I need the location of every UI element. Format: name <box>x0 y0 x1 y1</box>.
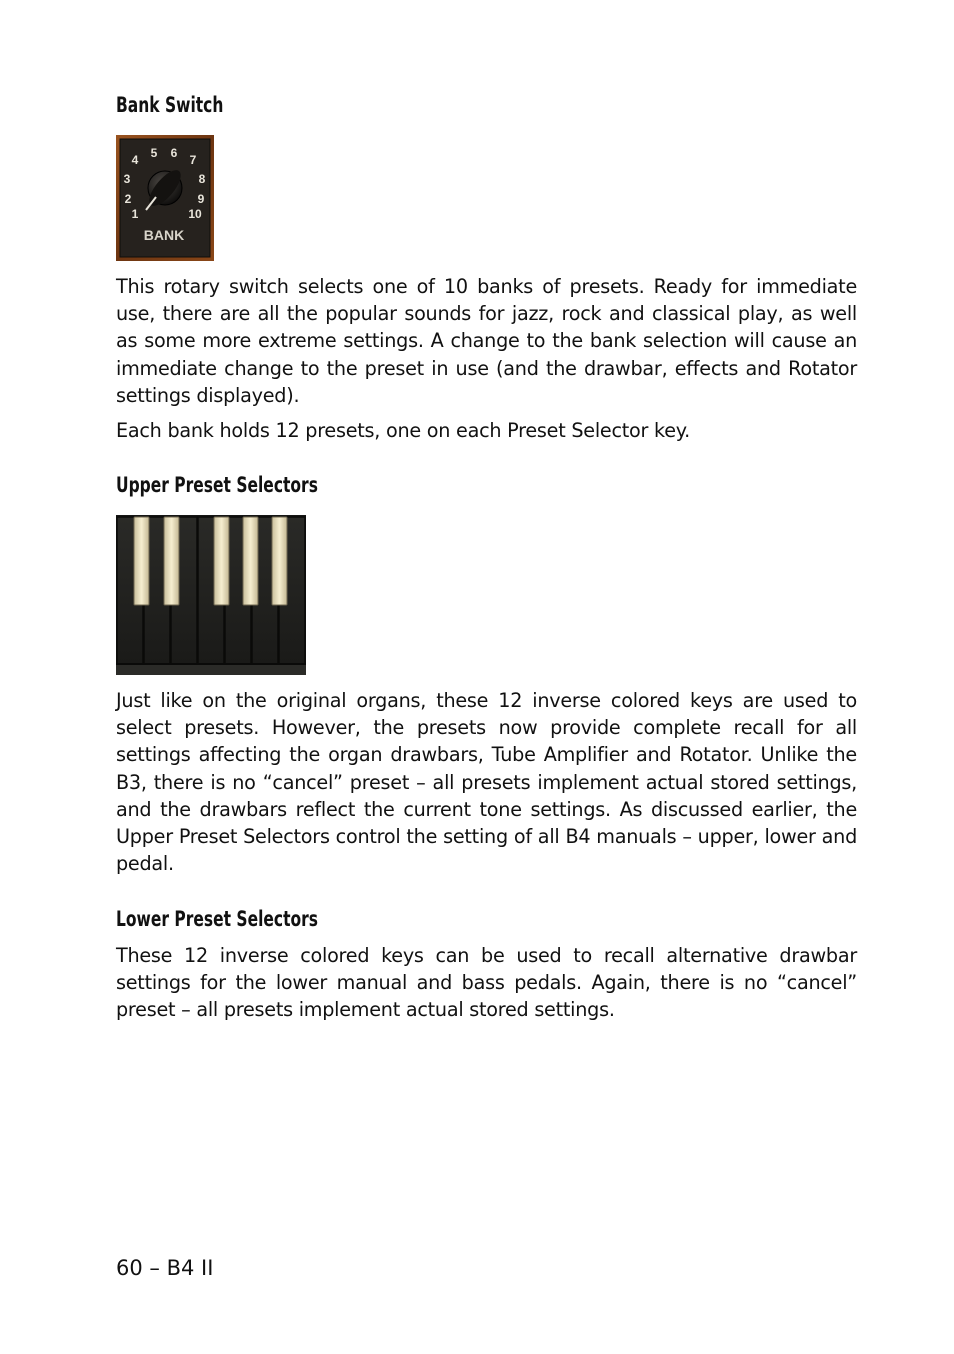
lower-preset-selectors-paragraph: These 12 inverse colored keys can be used to recall alternative drawbar settings for the lower manual and bass pedals. Again, there is no “cancel” preset – all presets implement actual stored settings. <box>116 944 857 1022</box>
bank-switch-paragraph: This rotary switch selects one of 10 banks of presets. Ready for immediate use, there are all the popular sounds for jazz, rock and classical play, as well as some more extreme settings. A change to the bank selection will cause an immediate change to the preset in use (and the drawbar, effects and Rotator settings displayed). <box>116 275 857 407</box>
section-heading-bank-switch: Bank Switch <box>116 93 224 117</box>
bank-position-label: 3 <box>123 172 131 186</box>
bank-position-label: 1 <box>131 207 139 221</box>
bank-switch-image <box>116 135 214 261</box>
bank-position-label: 10 <box>188 207 202 221</box>
bank-position-label: 5 <box>150 146 158 160</box>
section-heading-upper-preset-selectors: Upper Preset Selectors <box>116 473 318 497</box>
bank-switch-paragraph: Each bank holds 12 presets, one on each Preset Selector key. <box>116 419 690 442</box>
organ-keys-icon <box>116 515 306 675</box>
bank-position-label: 4 <box>131 153 139 167</box>
bank-position-label: 7 <box>189 153 197 167</box>
page-footer: 60 – B4 II <box>116 1256 214 1280</box>
bank-rotary-knob-icon <box>116 135 214 261</box>
bank-position-label: 8 <box>198 172 206 186</box>
bank-position-label: 2 <box>124 192 132 206</box>
upper-preset-keys-image <box>116 515 306 675</box>
section-heading-lower-preset-selectors: Lower Preset Selectors <box>116 907 319 931</box>
bank-position-label: 6 <box>170 146 178 160</box>
bank-position-label: 9 <box>197 192 205 206</box>
bank-knob-label: BANK <box>143 227 185 243</box>
upper-preset-selectors-paragraph: Just like on the original organs, these 12 inverse colored keys are used to select presets. However, the presets now provide complete recall for all settings affecting the organ drawbars, Tube Amplifier and Rotator. Unlike the B3, there is no “cancel” preset – all presets implement actual stored settings, and the drawbars reflect the current tone settings. As discussed earlier, the Upper Preset Selectors control the setting of all B4 manuals – upper, lower and pedal. <box>116 689 857 876</box>
